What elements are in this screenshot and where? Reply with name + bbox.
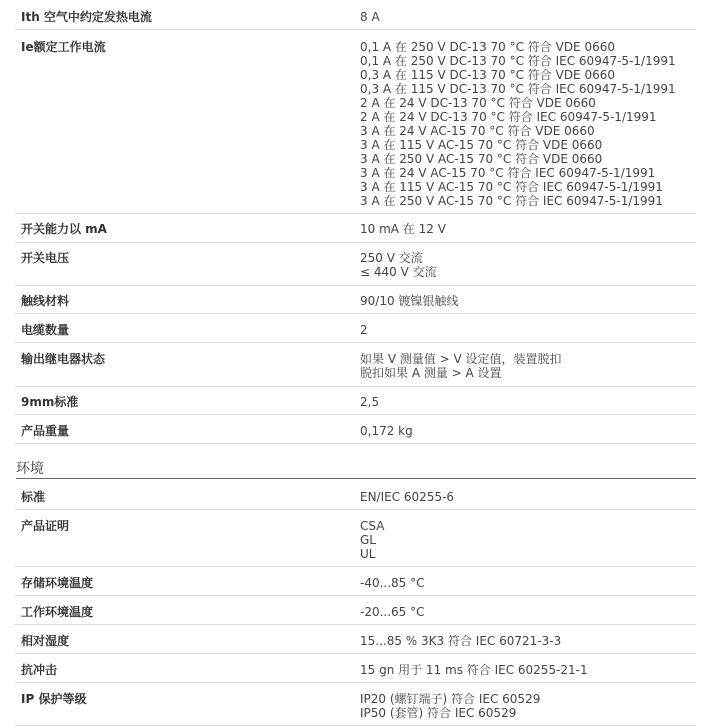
spec-value-line: 脱扣如果 A 测量 > A 设置 xyxy=(360,366,502,380)
env-row-storage-temperature xyxy=(14,576,696,596)
spec-value-line: 3 A 在 24 V AC-15 70 °C 符合 IEC 60947-5-1/1991 xyxy=(360,166,656,180)
spec-value-line: 2 A 在 24 V DC-13 70 °C 符合 IEC 60947-5-1/1991 xyxy=(360,110,657,124)
spec-label: 存储环境温度 xyxy=(21,576,94,590)
spec-value xyxy=(360,294,458,308)
spec-value-line: 3 A 在 24 V AC-15 70 °C 符合 VDE 0660 xyxy=(360,124,595,138)
spec-row-product-weight xyxy=(14,424,696,444)
spec-value-line: 2 A 在 24 V DC-13 70 °C 符合 VDE 0660 xyxy=(360,96,596,110)
spec-value-line: IP50 (套管) 符合 IEC 60529 xyxy=(360,706,517,720)
spec-value xyxy=(360,663,588,677)
env-row-ip-protection xyxy=(14,692,696,726)
spec-value-line: -40...85 °C xyxy=(360,576,425,590)
spec-value xyxy=(360,10,380,24)
spec-value-line: -20...65 °C xyxy=(360,605,425,619)
spec-row-9mm-standard xyxy=(14,395,696,415)
spec-row-cable-count xyxy=(14,323,696,343)
spec-label: 标准 xyxy=(21,490,46,504)
spec-value-line: 3 A 在 250 V AC-15 70 °C 符合 IEC 60947-5-1/1991 xyxy=(360,194,663,208)
spec-value xyxy=(360,395,379,409)
spec-value-line: 15...85 % 3K3 符合 IEC 60721-3-3 xyxy=(360,634,562,648)
spec-value xyxy=(360,576,425,590)
spec-label: Ith 空气中约定发热电流 xyxy=(21,10,152,24)
spec-value-line: GL xyxy=(360,533,376,547)
spec-label: 9mm标准 xyxy=(21,395,79,409)
spec-value-line: 0,1 A 在 250 V DC-13 70 °C 符合 VDE 0660 xyxy=(360,40,615,54)
spec-value-line: 2 xyxy=(360,323,368,337)
spec-value xyxy=(360,692,540,720)
spec-value-line: CSA xyxy=(360,519,385,533)
spec-label: 开关电压 xyxy=(21,251,70,265)
spec-value xyxy=(360,352,562,380)
spec-value xyxy=(360,519,384,561)
environment-heading: 环境 xyxy=(16,460,696,479)
spec-value-line: 如果 V 测量值 > V 设定值，装置脱扣 xyxy=(360,352,562,366)
spec-label: IP 保护等级 xyxy=(21,692,87,706)
spec-label: 抗冲击 xyxy=(21,663,58,677)
spec-label: 电缆数量 xyxy=(21,323,70,337)
env-row-certifications xyxy=(14,519,696,567)
spec-value xyxy=(360,424,413,438)
spec-value-line: 0,3 A 在 115 V DC-13 70 °C 符合 VDE 0660 xyxy=(360,68,615,82)
spec-value-line: 250 V 交流 xyxy=(360,251,423,265)
env-row-shock-resistance xyxy=(14,663,696,683)
spec-value-line: 10 mA 在 12 V xyxy=(360,222,446,236)
spec-label: 输出继电器状态 xyxy=(21,352,106,366)
spec-value-line: 3 A 在 250 V AC-15 70 °C 符合 VDE 0660 xyxy=(360,152,603,166)
spec-value-line: 0,3 A 在 115 V DC-13 70 °C 符合 IEC 60947-5-1/1991 xyxy=(360,82,676,96)
spec-row-output-relay-state xyxy=(14,352,696,387)
spec-value xyxy=(360,323,368,337)
env-row-standard xyxy=(14,490,696,510)
spec-row-contact-material xyxy=(14,294,696,314)
spec-label: 工作环境温度 xyxy=(21,605,94,619)
spec-label: Ie额定工作电流 xyxy=(21,40,106,54)
spec-label: 产品重量 xyxy=(21,424,70,438)
spec-value-line: 8 A xyxy=(360,10,380,24)
spec-value-line: UL xyxy=(360,547,376,561)
env-row-relative-humidity xyxy=(14,634,696,654)
spec-row-switching-capacity xyxy=(14,222,696,243)
spec-value xyxy=(360,490,454,504)
spec-row-switching-voltage xyxy=(14,251,696,286)
spec-value-line: 3 A 在 115 V AC-15 70 °C 符合 VDE 0660 xyxy=(360,138,603,152)
spec-value-line: 15 gn 用于 11 ms 符合 IEC 60255-21-1 xyxy=(360,663,588,677)
spec-value-line: IP20 (螺钉端子) 符合 IEC 60529 xyxy=(360,692,541,706)
spec-label: 触线材料 xyxy=(21,294,70,308)
spec-row-ie xyxy=(14,40,696,214)
spec-value-line: 90/10 镀镍银触线 xyxy=(360,294,459,308)
spec-value xyxy=(360,634,561,648)
spec-row-ith xyxy=(14,10,696,30)
spec-value xyxy=(360,222,446,236)
spec-value-line: EN/IEC 60255-6 xyxy=(360,490,455,504)
spec-value-line: 0,172 kg xyxy=(360,424,413,438)
spec-value xyxy=(360,605,425,619)
spec-value xyxy=(360,40,676,208)
spec-value-line: ≤ 440 V 交流 xyxy=(360,265,437,279)
spec-value-line: 3 A 在 115 V AC-15 70 °C 符合 IEC 60947-5-1/1991 xyxy=(360,180,663,194)
spec-label: 相对湿度 xyxy=(21,634,70,648)
spec-label: 产品证明 xyxy=(21,519,70,533)
spec-value xyxy=(360,251,437,279)
spec-value-line: 0,1 A 在 250 V DC-13 70 °C 符合 IEC 60947-5-1/1991 xyxy=(360,54,676,68)
spec-value-line: 2,5 xyxy=(360,395,380,409)
env-row-operating-temperature xyxy=(14,605,696,625)
spec-label: 开关能力以 mA xyxy=(21,222,107,236)
